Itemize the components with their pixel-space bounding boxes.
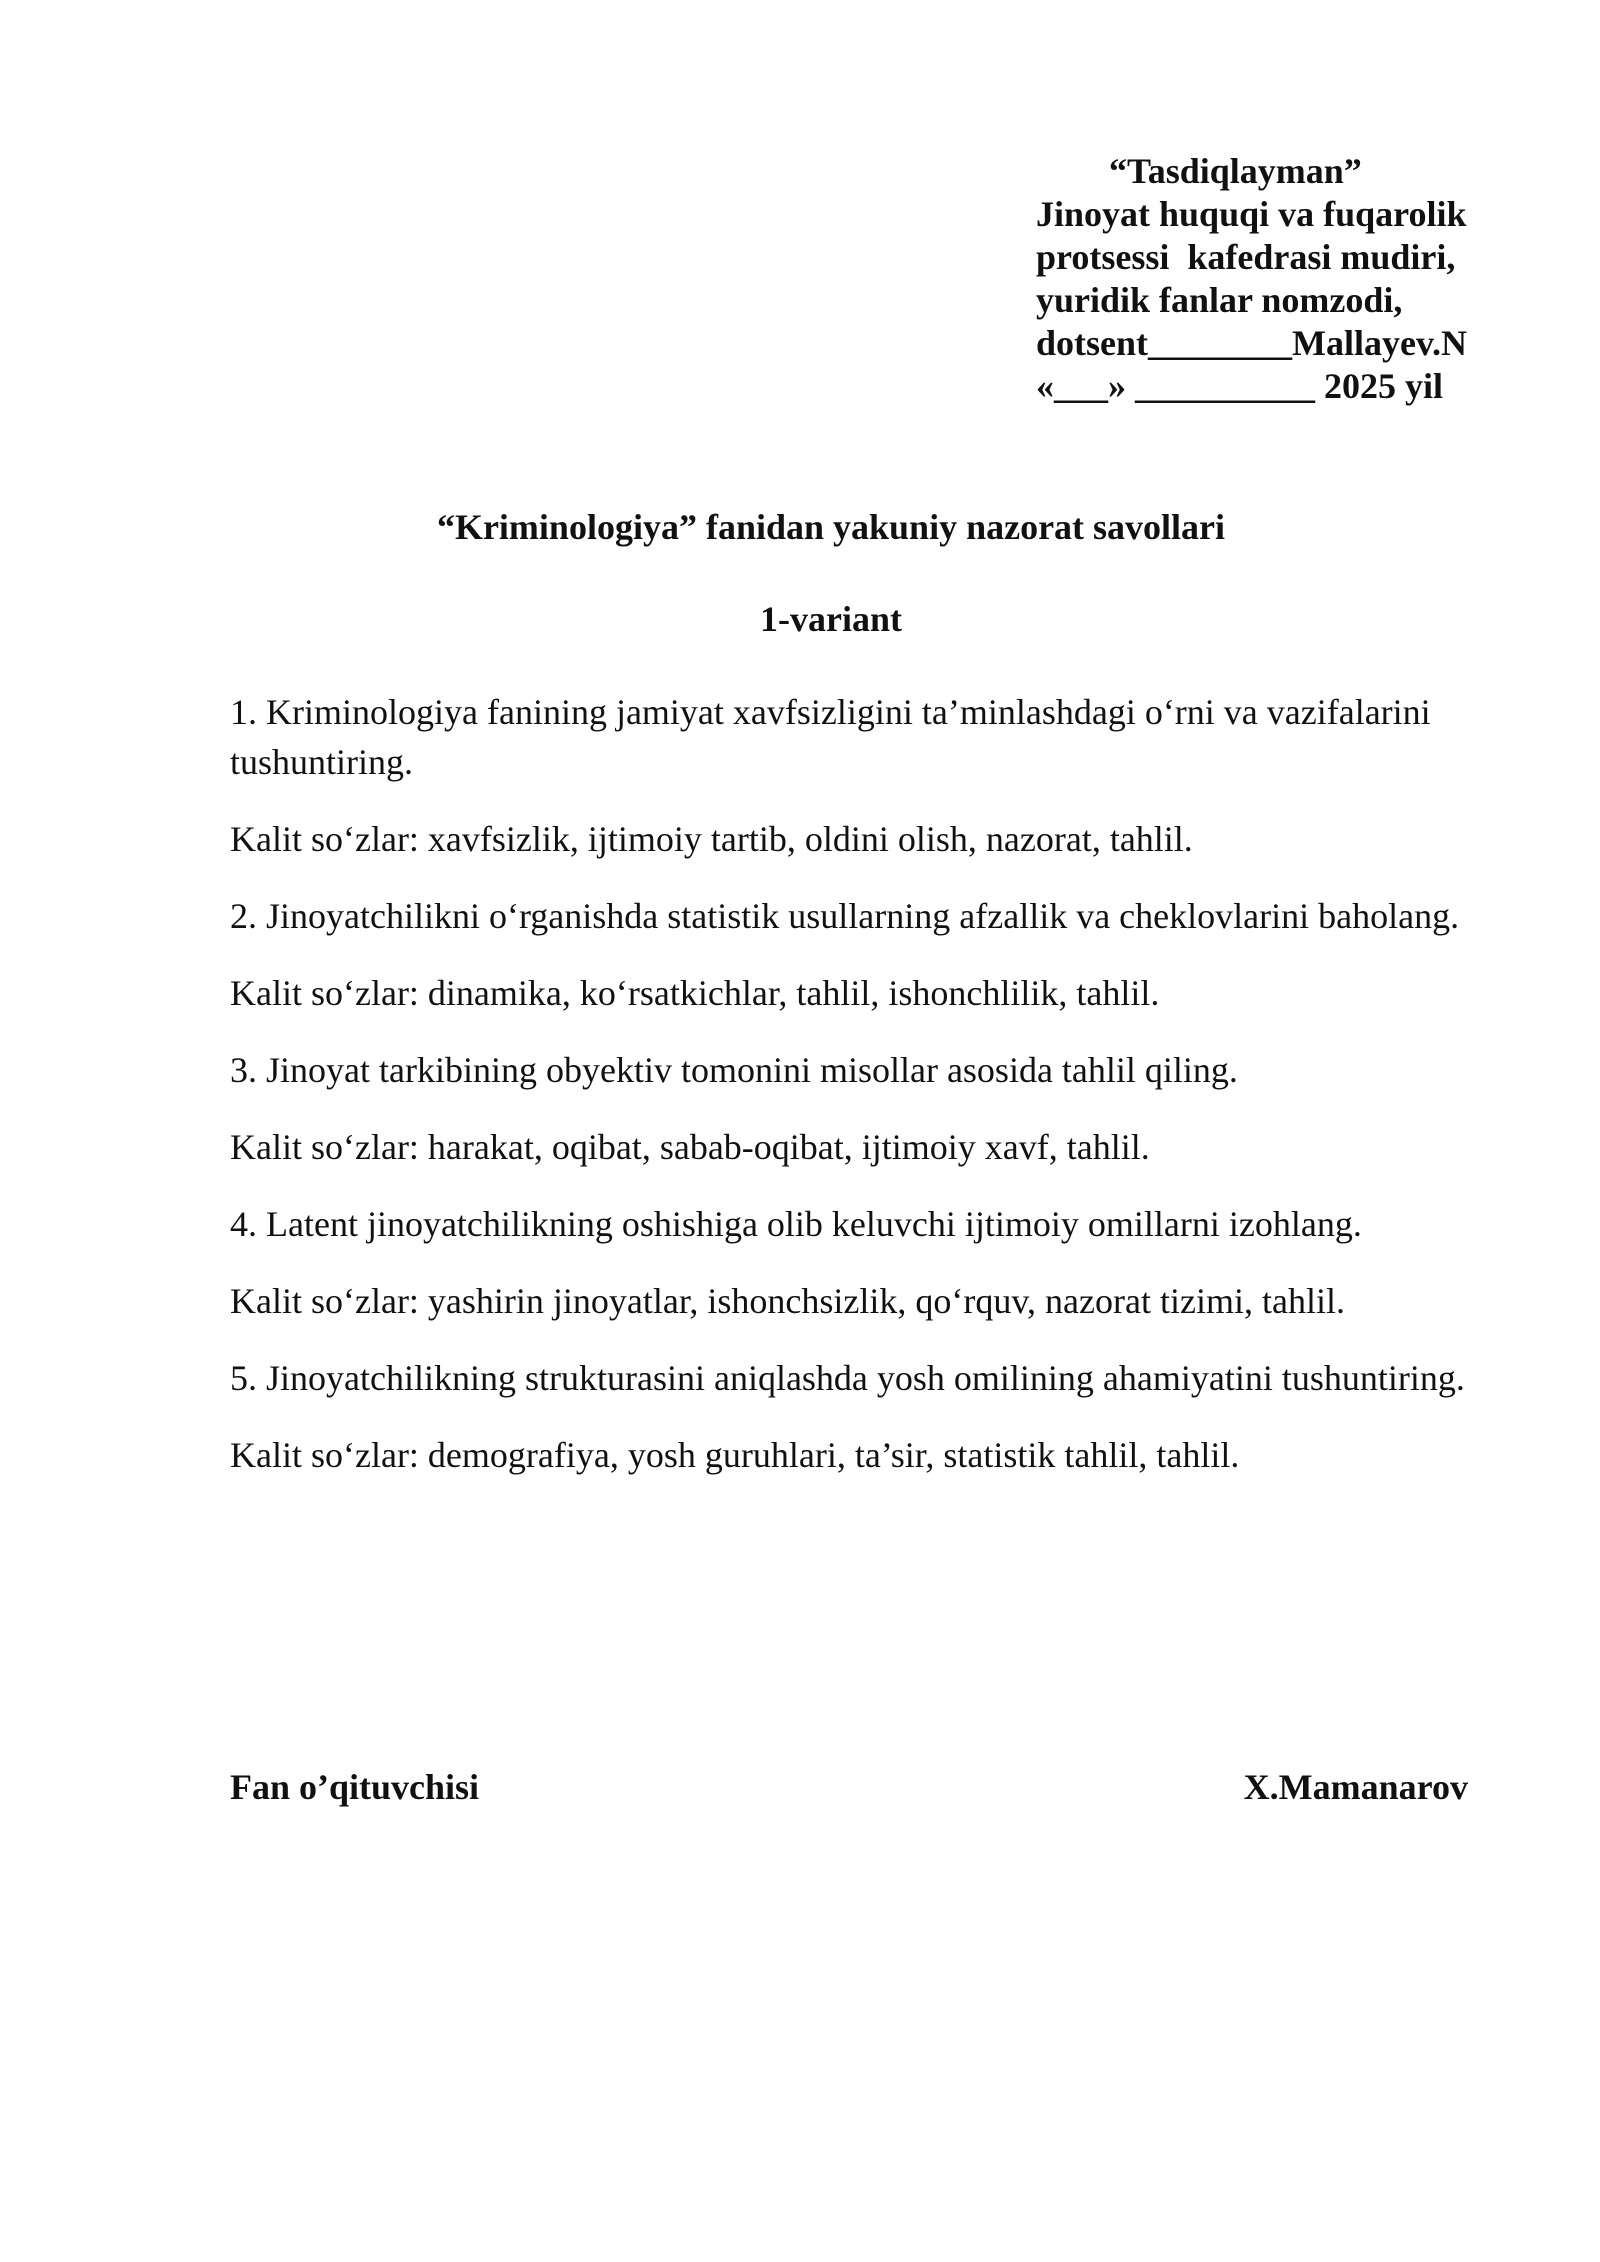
- approval-block: [1036, 150, 1516, 408]
- question-text: 5. Jinoyatchilikning strukturasini aniqlashda yosh omilining ahamiyatini tushuntiring.: [230, 1358, 1465, 1398]
- question-keywords: Kalit so‘zlar: demografiya, yosh guruhlari, ta’sir, statistik tahlil, tahlil.: [230, 1435, 1240, 1475]
- question-keywords: Kalit so‘zlar: harakat, oqibat, sabab-oqibat, ijtimoiy xavf, tahlil.: [230, 1127, 1150, 1167]
- question-text: 2. Jinoyatchilikni o‘rganishda statistik usullarning afzallik va cheklovlarini baholang.: [230, 896, 1460, 936]
- question-list: [230, 687, 1500, 1507]
- question-text: 1. Kriminologiya fanining jamiyat xavfsizligini ta’minlashdagi o‘rni va vazifalarini tushuntiring.: [230, 692, 1431, 782]
- question-text: 3. Jinoyat tarkibining obyektiv tomonini misollar asosida tahlil qiling.: [230, 1050, 1238, 1090]
- question-keywords: Kalit so‘zlar: yashirin jinoyatlar, ishonchsizlik, qo‘rquv, nazorat tizimi, tahlil.: [230, 1281, 1345, 1321]
- question-item: [230, 891, 1500, 1018]
- question-keywords: Kalit so‘zlar: dinamika, ko‘rsatkichlar, tahlil, ishonchlilik, tahlil.: [230, 973, 1160, 1013]
- question-item: [230, 687, 1500, 864]
- signature-role: Fan o’qituvchisi: [230, 1767, 480, 1807]
- approval-title: “Tasdiqlayman”: [1109, 151, 1362, 191]
- approval-line-position: protsessi kafedrasi mudiri,: [1036, 237, 1456, 277]
- approval-line-signatory: dotsent________Mallayev.N: [1036, 323, 1467, 363]
- question-item: [230, 1045, 1500, 1172]
- question-keywords: Kalit so‘zlar: xavfsizlik, ijtimoiy tartib, oldini olish, nazorat, tahlil.: [230, 819, 1193, 859]
- variant-label: 1-variant: [760, 599, 902, 639]
- approval-line-date: «___» __________ 2025 yil: [1036, 366, 1444, 406]
- question-text: 4. Latent jinoyatchilikning oshishiga olib keluvchi ijtimoiy omillarni izohlang.: [230, 1204, 1362, 1244]
- approval-line-department: Jinoyat huquqi va fuqarolik: [1036, 194, 1467, 234]
- signature-name: X.Mamanarov: [1243, 1767, 1468, 1807]
- document-title: “Kriminologiya” fanidan yakuniy nazorat savollari: [436, 507, 1226, 547]
- question-item: [230, 1199, 1500, 1326]
- approval-line-degree: yuridik fanlar nomzodi,: [1036, 280, 1403, 320]
- question-item: [230, 1353, 1500, 1480]
